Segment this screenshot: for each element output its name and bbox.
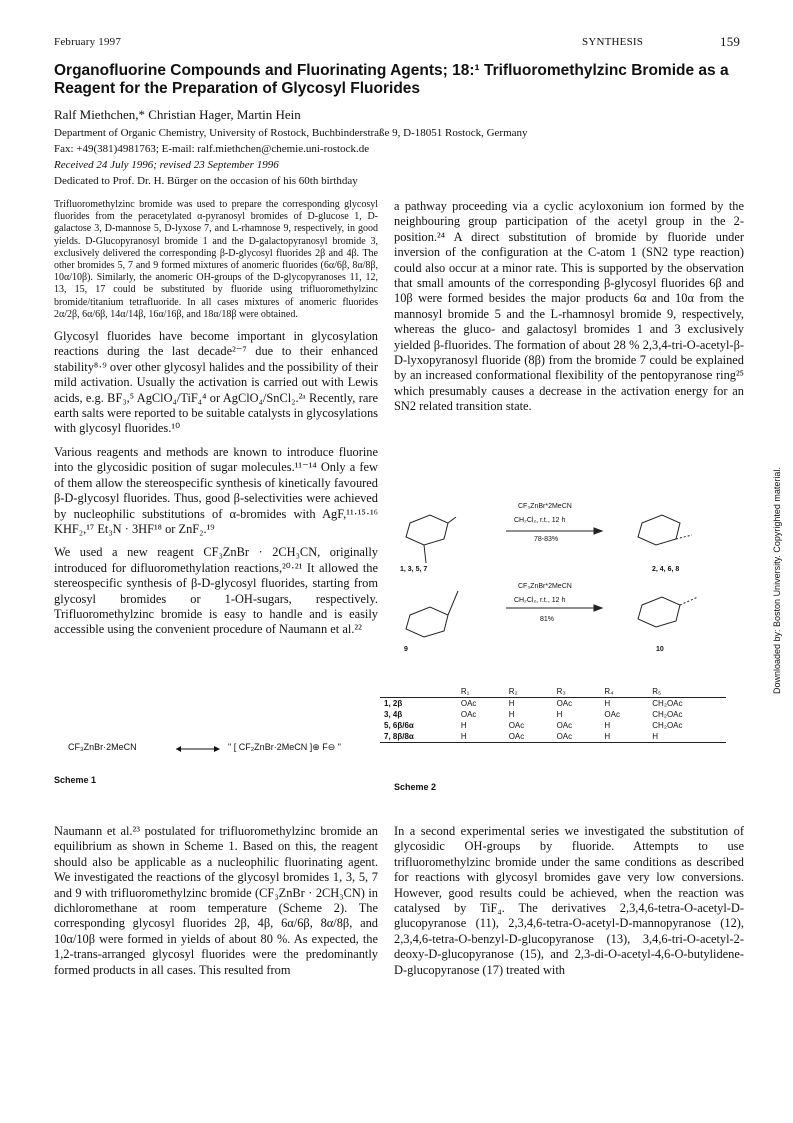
table-cell: 7, 8β/8α [384,732,414,741]
compound-label-product: 2, 4, 6, 8 [652,566,680,573]
table-cell: H [652,732,659,741]
download-notice: Downloaded by: Boston University. Copyrighted material. [772,467,782,694]
compound-label-10: 10 [656,646,664,653]
scheme1-right: " [ CF₂ZnBr·2MeCN ]⊕ F⊖ " [228,742,341,752]
table-row [380,709,726,720]
table-cell: 1, 2β [384,699,403,708]
scheme1-left: CF₃ZnBr·2MeCN [68,742,137,752]
table-cell: H [460,732,467,741]
table-cell: OAc [556,699,573,708]
yield2: 81% [540,616,555,623]
table-row [380,720,726,731]
download-sidebar [772,426,786,694]
scheme1-caption: Scheme 1 [54,775,97,785]
table-cell: OAc [508,732,525,741]
contact: Fax: +49(381)4981763; E-mail: ralf.miethchen@chemie.uni-rostock.de [54,143,370,155]
cond1-reagent: CF₃ZnBr*2MeCN [518,503,572,510]
table-cell: OAc [556,721,573,730]
table-cell: OAc [460,699,477,708]
right-column: a pathway proceeding via a cyclic acyloxonium ion formed by the neighbouring group participation of the acetyl group in the 2-position.²⁴ A direct substitution of bromide by fluoride under inversion of the configuration at the C-atom 1 (SN2 type reaction) could also occur at a minor rate. This is supported by the observation that small amounts of the corresponding β-glycosyl fluorides 6β and 10β were formed besides the major products 6α and 10α from the mannosyl bromide 5 and the L-rhamnosyl bromide 9, respectively, whereas the gluco- and galactosyl bromides 1 and 3 exclusively yielded β-fluorides. The formation of about 28 % 2,3,4-tri-O-acetyl-β-D-lyxopyranosyl fluoride (8β) from the bromide 7 could be explained by an increased conformational flexibility of the pentopyranose ring²⁵ which presumably causes a decrease in the activation energy for an SN2 related transition state. [394,199,744,414]
dedication: Dedicated to Prof. Dr. H. Bürger on the occasion of his 60th birthday [54,175,358,187]
cond2-reagent: CF₃ZnBr*2MeCN [518,583,572,590]
header-page: 159 [720,34,741,49]
table-cell: CH₂OAc [652,710,683,719]
table-header-row [380,686,726,698]
left-column [54,199,378,646]
substituent-table [380,686,726,743]
table-cell: H [604,732,611,741]
table-cell: H [604,721,611,730]
compound-label-start: 1, 3, 5, 7 [400,566,428,573]
table-header: R₃ [556,687,566,696]
table-cell: H [508,699,515,708]
table-cell: OAc [508,721,525,730]
table-cell: H [508,710,515,719]
table-header: R₅ [652,687,662,696]
table-header [380,686,457,698]
intro-paragraph-3: We used a new reagent CF₃ZnBr · 2CH₃CN, originally introduced for difluoromethylation reactions,²⁰·²¹ It allowed the stereospecific synthesis of β-D-glycosyl fluorides, starting from glycosyl bromides or 1-OH-sugars, respectively. Trifluoromethylzinc bromide is easy to handle and is easily accessible using the convenient procedure of Naumann et al.²² [54,545,378,637]
table-cell: 3, 4β [384,710,403,719]
header-date: February 1997 [54,36,122,48]
table-cell: OAc [604,710,620,719]
table-cell: H [556,710,563,719]
yield1: 78-83% [534,536,559,543]
article-title: Organofluorine Compounds and Fluorinating Agents; 18:¹ Trifluoromethylzinc Bromide as a Reagent for the Preparation of Glycosyl Fluorides [54,62,729,97]
intro-paragraph-2: Various reagents and methods are known to introduce fluorine into the glycosidic position of sugar molecules.¹¹⁻¹⁴ Only a few of them allow the stereospecific synthesis of kinetically favoured β-D-glycosyl fluorides. Thus, good β-selectivities were achieved by nucleophilic substitutions of α-bromides with AgF,¹¹·¹⁵·¹⁶ KHF₂,¹⁷ Et₃N · 3HF¹⁸ or ZnF₂.¹⁹ [54,444,378,536]
table-cell: CH₂OAc [652,721,683,730]
cond1-solvent: CH₂Cl₂, r.t., 12 h [514,517,566,524]
table-header: R₁ [460,687,470,696]
table-header: R₂ [508,687,518,696]
compound-label-9: 9 [404,646,408,653]
table-cell: OAc [460,710,477,719]
cond2-solvent: CH₂Cl₂, r.t., 12 h [514,597,566,604]
table-cell: H [460,721,467,730]
intro-paragraph-1: Glycosyl fluorides have become important in glycosylation reactions during the last decade²⁻⁷ due to their enhanced stability⁸·⁹ over other glycosyl halides and the possibility of their mild activation. Usually the activation is carried out with Lewis acids, e.g. BF₃,⁵ AgClO₄/TiF₄⁴ or AgClO₄/SnCl₂.²ᵃ Recently, rare earth salts were reported to be suitable catalysts in glycosylations with glycosyl fluorides.¹⁰ [54,329,378,436]
received-dates: Received 24 July 1996; revised 23 September 1996 [54,159,279,171]
table-row [380,698,726,710]
bottom-left-paragraph: Naumann et al.²³ postulated for trifluoromethylzinc bromide an equilibrium as shown in Scheme 1. Based on this, the reagent should also be applicable as a nucleophilic fluorinating agent. We investigated the reactions of the glycosyl bromides 1, 3, 5, 7 and 9 with trifluoromethylzinc bromide (CF₃ZnBr · 2CH₃CN) in dichloromethane at room temperature (Scheme 2). The corresponding glycosyl fluorides 2β, 4β, 6α/6β, 8α/8β, and 10α/10β were formed in yields of about 80 %. As expected, the 1,2-trans-arranged glycosyl fluorides were the predominantly formed products in all cases. This resulted from [54,824,378,977]
table-cell: OAc [556,732,573,741]
header-journal: SYNTHESIS [582,36,644,48]
table-cell: CH₂OAc [652,699,683,708]
table-row [380,731,726,743]
authors: Ralf Miethchen,* Christian Hager, Martin Hein [54,107,301,122]
table-header: R₄ [604,687,614,696]
table-cell: H [604,699,611,708]
table-cell: 5, 6β/6α [384,721,414,730]
bottom-right-paragraph: In a second experimental series we investigated the substitution of glycosidic OH-groups by fluoride. Attempts to use trifluoromethylzinc bromide under the same conditions as described for reactions with glycosyl bromides gave very low conversions. However, good results could be achieved, when the reaction was catalysed by TiF₄. The derivatives 2,3,4,6-tetra-O-acetyl-D-glucopyranose (11), 2,3,4,6-tetra-O-acetyl-D-mannopyranose (12), 2,3,4,6-tetra-O-benzyl-D-glucopyranose (13), 3,4,6-tri-O-acetyl-2-deoxy-D-glucopyranose (15), and 2,3-di-O-acetyl-4,6-O-butylidene-D-glucopyranose (17) treated with [394,824,744,977]
affiliation: Department of Organic Chemistry, University of Rostock, Buchbinderstraße 9, D-18051 Rostock, Germany [54,127,528,139]
scheme2-caption: Scheme 2 [394,782,437,792]
equilibrium-arrow [174,744,220,754]
abstract: Trifluoromethylzinc bromide was used to prepare the corresponding glycosyl fluorides from the peracetylated α-pyranosyl bromides of D-glucose 1, D-galactose 3, D-mannose 5, D-lyxose 7, and L-rhamnose 9, respectively, in good yields. D-Glucopyranosyl bromide 1 and the D-galactopyranosyl bromide 3, exclusively delivered the corresponding β-D-glycosyl fluorides 2β and 4β. The other bromides 5, 7 and 9 formed mixtures of anomeric fluorides (6α/6β, 8α/8β, 10α/10β). Similarly, the anomeric OH-groups of the D-glycopyranoses 11, 12, 13, 15, 17 could be substituted by fluoride using trifluoromethylzinc bromide/titanium tetrafluoride. In all cases mixtures of anomeric fluorides 2α/2β, 6α/6β, 14α/14β, 16α/16β, and 18α/18β were obtained. [54,199,378,320]
